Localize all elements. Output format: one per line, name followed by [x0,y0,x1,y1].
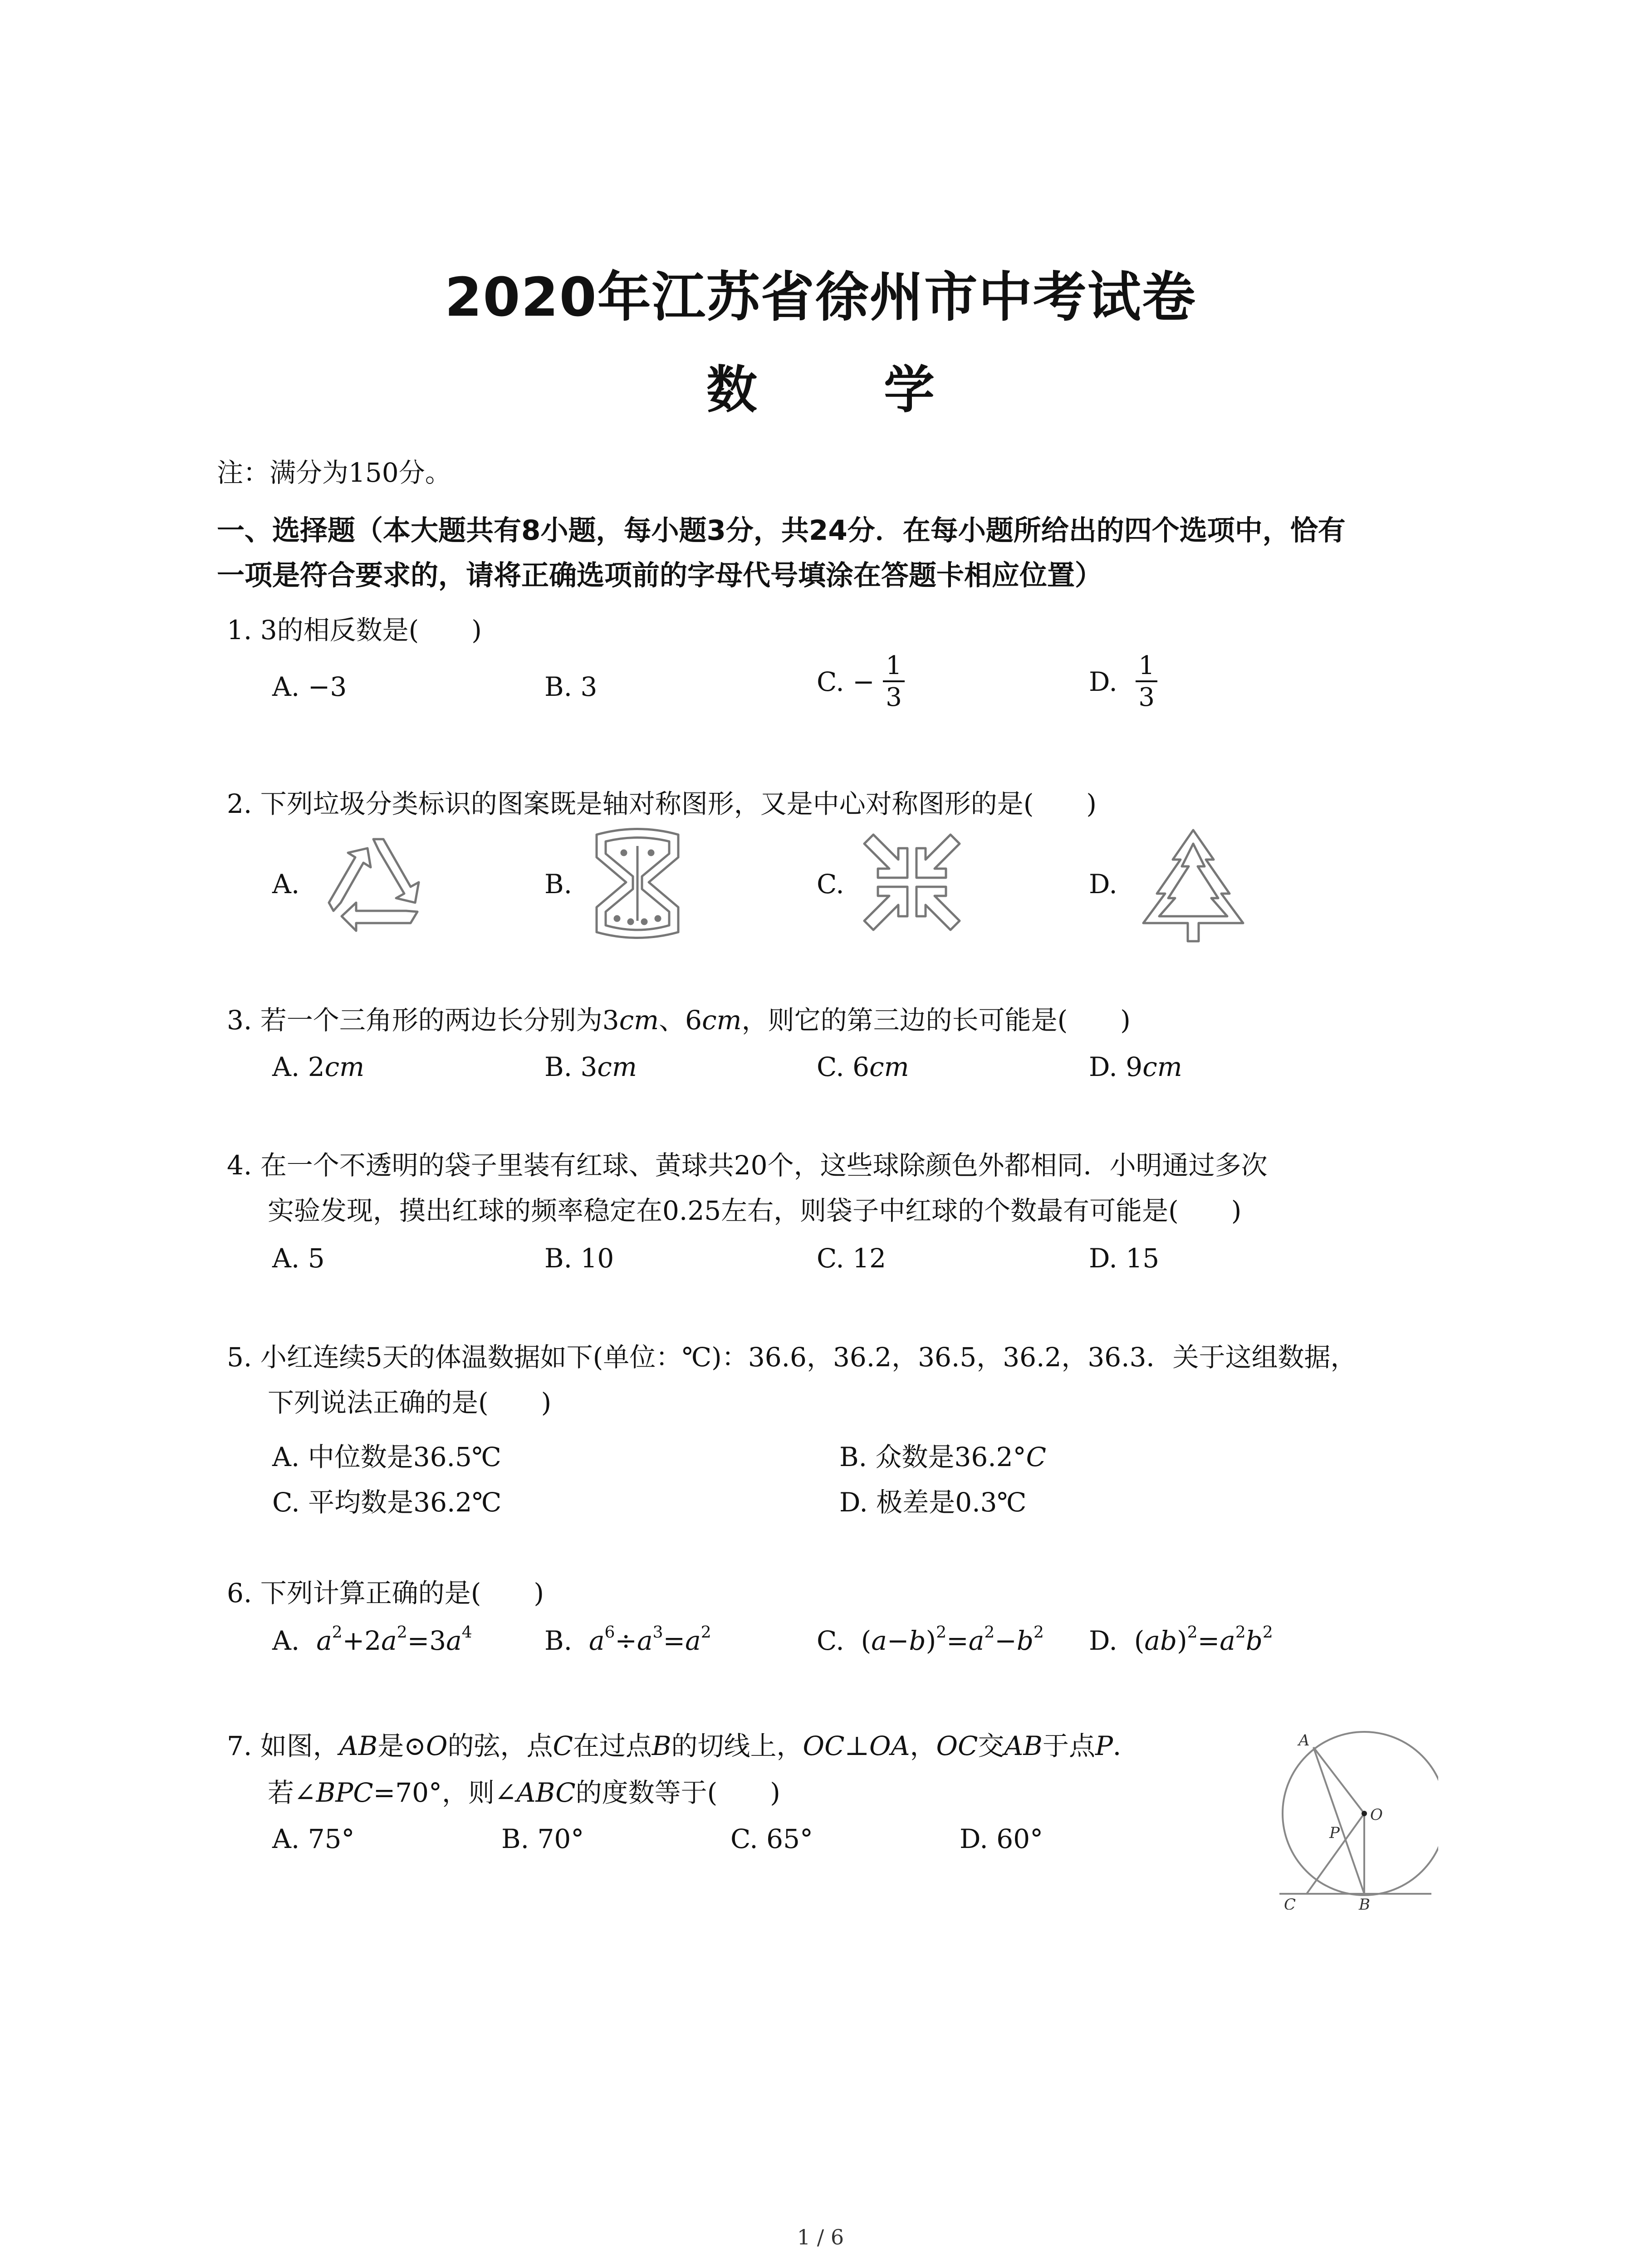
q3-a-unit: cm [324,1051,365,1082]
q2-stem: 2. 下列垃圾分类标识的图案既是轴对称图形，又是中心对称图形的是( ) [227,788,1097,819]
q3-stem-pre: 3. 若一个三角形的两边长分别为3 [227,1005,619,1036]
q3-option-c[interactable] [817,1051,909,1082]
q1-d-denominator: 3 [1138,683,1155,712]
q7-l1-o: O [426,1730,448,1761]
q7-l1-ab: AB [1004,1730,1043,1761]
q7-l1-ab: AB [339,1730,378,1761]
point-o-label: O [1370,1806,1383,1824]
q7-l2-part: 的度数等于( ) [575,1777,780,1808]
q1-option-c-label: C. − [817,666,875,697]
q7-l1-part: ， [910,1730,936,1761]
q5-stem-line2: 下列说法正确的是( ) [268,1387,552,1418]
q7-stem-line2 [268,1777,780,1809]
q7-l1-p: P [1095,1730,1113,1761]
q3-unit-1: cm [619,1005,659,1036]
q7-l1-part: 交 [978,1730,1004,1761]
point-p-label: P [1329,1824,1340,1842]
bin-symbol-icon [585,826,690,941]
q6-a-label: A. [272,1625,300,1656]
q5-option-a[interactable]: A. 中位数是36.5℃ [272,1442,501,1472]
q6-option-a[interactable]: A. $a^2+2a^2=3a^4$ [272,1623,472,1656]
q2-option-c[interactable]: C. [817,869,844,899]
q7-option-a[interactable]: A. 75° [272,1823,355,1854]
q1-c-numerator: 1 [883,653,905,682]
q7-l2-part: =70°，则∠ [373,1777,517,1808]
q7-l1-part: 的弦，点 [447,1730,553,1761]
q6-option-b[interactable]: B. $a^6\div a^3=a^2$ [544,1623,711,1656]
point-b-label: B [1359,1896,1370,1910]
q3-c-unit: cm [869,1051,909,1082]
q6-option-d[interactable]: D. $(ab)^2=a^2b^2$ [1089,1623,1273,1656]
q4-option-b[interactable]: B. 10 [544,1243,614,1274]
q7-option-b[interactable]: B. 70° [501,1823,584,1854]
q7-l1-part: 在过点 [573,1730,652,1761]
q1-option-c[interactable] [817,653,905,710]
q7-l1-c: C [553,1730,573,1761]
q6-stem: 6. 下列计算正确的是( ) [227,1578,544,1608]
q1-option-a[interactable]: A. −3 [272,671,347,702]
q7-l1-part: 于点 [1042,1730,1095,1761]
q7-l2-abc: ABC [516,1777,576,1808]
q3-a-text: A. 2 [272,1051,325,1082]
tree-recycle-icon [1139,826,1248,946]
q1-option-d-fraction [1136,653,1157,710]
recycle-triangle-icon [320,830,438,939]
q3-b-unit: cm [597,1051,637,1082]
point-c-label: C [1284,1896,1296,1910]
exam-title: 2020年江苏省徐州市中考试卷 [445,266,1196,328]
q7-option-c[interactable]: C. 65° [730,1823,813,1854]
q3-stem [227,1005,1131,1036]
inward-arrows-icon [860,830,964,934]
section-heading-line1: 一、选择题（本大题共有8小题，每小题3分，共24分．在每小题所给出的四个选项中，恰有 [217,514,1346,547]
q3-d-unit: cm [1142,1051,1182,1082]
q5-option-c[interactable]: C. 平均数是36.2℃ [272,1487,502,1518]
q6-option-c[interactable]: C. $(a-b)^2=a^2-b^2$ [817,1623,1044,1656]
q1-c-denominator: 3 [886,683,902,712]
q7-l1-part: ⊥ [844,1730,870,1761]
q2-option-d[interactable]: D. [1089,869,1117,899]
q6-d-label: D. [1089,1625,1117,1656]
q7-l1-part: 7. 如图， [227,1730,339,1761]
q4-option-c[interactable]: C. 12 [817,1243,886,1274]
q7-l1-part: ． [1112,1730,1139,1761]
q5-option-b[interactable] [839,1436,1046,1474]
q4-stem-line2: 实验发现，摸出红球的频率稳定在0.25左右，则袋子中红球的个数最有可能是( ) [268,1195,1242,1226]
score-note: 注：满分为150分。 [217,457,451,488]
q6-c-label: C. [817,1625,844,1656]
q3-unit-2: cm [702,1005,742,1036]
q1-option-d[interactable] [1089,653,1157,710]
q7-l1-b: B [652,1730,671,1761]
q7-stem-line1 [227,1730,1139,1762]
q3-stem-post: ，则它的第三边的长可能是( ) [741,1005,1131,1036]
q1-stem: 1. 3的相反数是( ) [227,615,482,645]
q3-option-a[interactable] [272,1051,364,1082]
q2-option-a[interactable]: A. [272,869,300,899]
q1-option-d-label: D. [1089,666,1117,697]
q7-l2-part: 若∠ [268,1777,316,1808]
q5-b-unit: C [1026,1442,1047,1472]
q2-option-b[interactable]: B. [544,869,573,899]
q7-l1-part: 的切线上， [671,1730,803,1761]
q7-l1-oc: OC [803,1730,845,1761]
q5-stem-line1: 5. 小红连续5天的体温数据如下(单位：℃)：36.6，36.2，36.5，36.2，36.3．关于这组数据， [227,1342,1357,1373]
q5-b-text: B. 众数是36.2° [839,1442,1026,1472]
subject-title: 数 学 [706,361,989,420]
q1-d-numerator: 1 [1136,653,1157,682]
q7-l1-oc: OC [936,1730,978,1761]
q6-b-label: B. [544,1625,573,1656]
q3-b-text: B. 3 [544,1051,598,1082]
q7-l1-oa: OA [869,1730,910,1761]
point-a-label: A [1298,1731,1310,1750]
q4-option-d[interactable]: D. 15 [1089,1243,1160,1274]
q3-d-text: D. 9 [1089,1051,1143,1082]
q3-c-text: C. 6 [817,1051,870,1082]
q3-stem-mid: 、6 [659,1005,702,1036]
q7-l2-bpc: BPC [316,1777,373,1808]
q3-option-d[interactable] [1089,1051,1182,1082]
q1-option-c-fraction [883,653,905,710]
q7-option-d[interactable]: D. 60° [960,1823,1043,1854]
q1-option-b[interactable]: B. 3 [544,671,598,702]
q4-stem-line1: 4. 在一个不透明的袋子里装有红球、黄球共20个，这些球除颜色外都相同．小明通过多次 [227,1150,1268,1181]
q7-circle-figure [1270,1715,1438,1910]
q7-l1-part: 是⊙ [377,1730,426,1761]
q4-option-a[interactable]: A. 5 [272,1243,325,1274]
section-heading-line2: 一项是符合要求的，请将正确选项前的字母代号填涂在答题卡相应位置） [217,559,1103,591]
q3-option-b[interactable] [544,1051,637,1082]
q5-option-d[interactable]: D. 极差是0.3℃ [839,1487,1027,1518]
page-number: 1 / 6 [797,2225,844,2249]
